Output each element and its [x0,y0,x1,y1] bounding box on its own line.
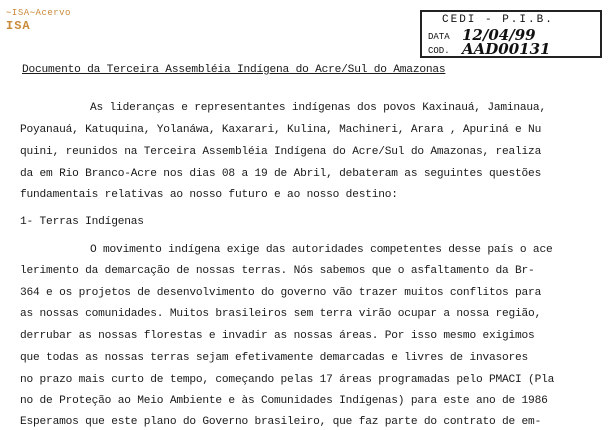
isa-logo [6,8,86,34]
body-line: O movimento indígena exige das autoridades competentes desse país o ace [90,244,553,256]
body-line: da em Rio Branco-Acre nos dias 08 a 19 de Abril, debateram as seguintes questões [20,168,542,180]
body-line: fundamentais relativas ao nosso futuro e ao nosso destino: [20,189,398,201]
body-line: derrubar as nossas florestas e invadir as nossas áreas. Por isso mesmo exigimos [20,330,535,342]
body-line: no prazo mais curto de tempo, começando pelas 17 áreas programadas pelo PMACI (Pla [20,374,555,386]
body-line: Poyanauá, Katuquina, Yolanáwa, Kaxarari, Kulina, Machineri, Arara , Apuriná e Nu [20,124,542,136]
stamp-date-label: DATA [428,32,450,42]
body-line: As lideranças e representantes indígenas dos povos Kaxinauá, Jaminaua, [90,102,546,114]
body-line: no de Proteção ao Meio Ambiente e às Comunidades Indígenas) para este ano de 1986 [20,395,548,407]
stamp-code-label: COD. [428,46,450,56]
body-line: que todas as nossas terras sejam efetivamente demarcadas e livres de invasores [20,352,529,364]
stamp-code-value: AAD00131 [462,40,551,58]
body-line: as nossas comunidades. Muitos brasileiros sem terra virão ocupar a nossa região, [20,308,542,320]
section-heading: 1- Terras Indígenas [20,216,144,228]
document-title: Documento da Terceira Assembléia Indígena do Acre/Sul do Amazonas [22,64,446,76]
body-line: quini, reunidos na Terceira Assembléia Indígena do Acre/Sul do Amazonas, realiza [20,146,542,158]
logo-top-text: ∼ISA∼Acervo [6,8,71,18]
archive-stamp [420,10,602,58]
stamp-center-label: CEDI - P.I.B. [442,14,554,26]
logo-bottom-text: ISA [6,19,31,33]
body-line: lerimento da demarcação de nossas terras. Nós sabemos que o asfaltamento da Br- [20,265,535,277]
body-line: 364 e os projetos de desenvolvimento do governo vão trazer muitos conflitos para [20,287,542,299]
stamp-date-value: 12/04/99 [462,26,536,44]
body-line: Esperamos que este plano do Governo brasileiro, que faz parte do contrato de em- [20,416,542,428]
